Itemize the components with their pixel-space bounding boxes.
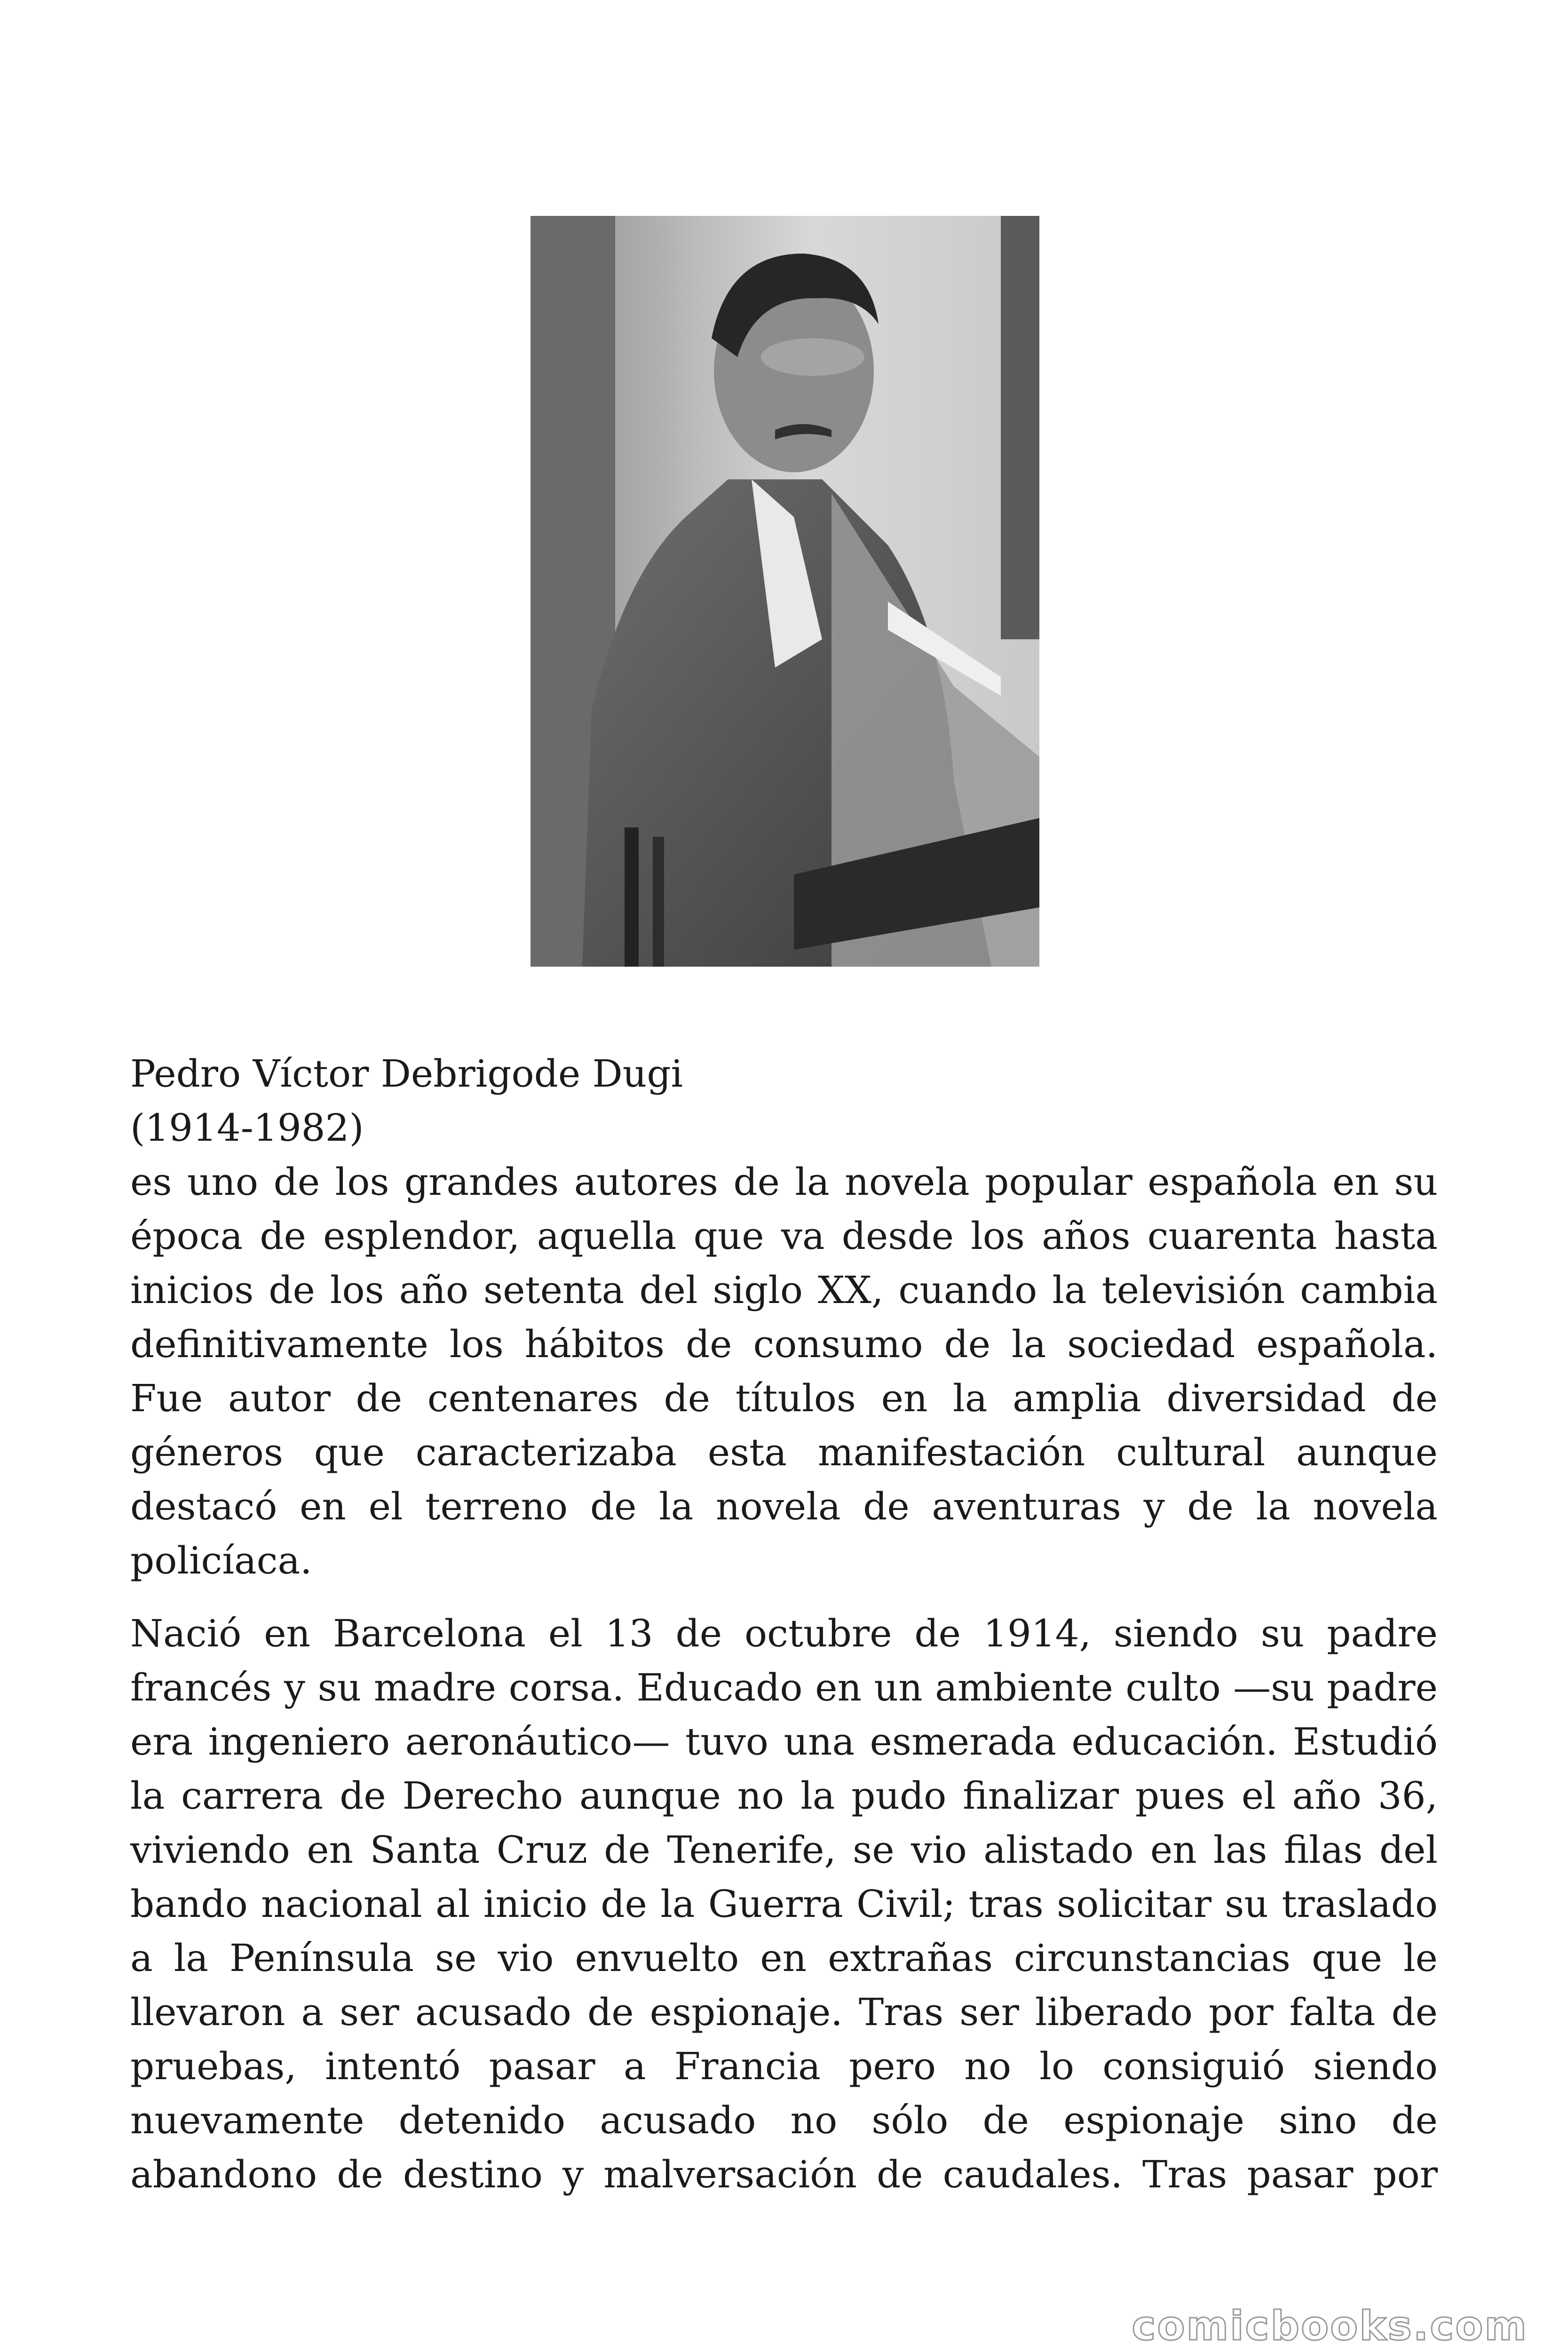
author-bio-paragraph: [130, 1606, 1438, 2201]
bio-line: inicios de los año setenta del siglo XX, cuando la televisión cambia: [130, 1268, 1438, 1312]
bio-line: francés y su madre corsa. Educado en un ambiente culto —su padre: [130, 1666, 1438, 1709]
bio-line: definitivamente los hábitos de consumo de la sociedad española.: [130, 1322, 1438, 1366]
author-years: (1914-1982): [130, 1106, 364, 1150]
bio-line: bando nacional al inicio de la Guerra Civil; tras solicitar su traslado: [130, 1882, 1438, 1926]
site-watermark: comicbooks.com: [1132, 2303, 1528, 2350]
bio-line: a la Península se vio envuelto en extrañas circunstancias que le: [130, 1936, 1438, 1980]
bio-line: viviendo en Santa Cruz de Tenerife, se vio alistado en las filas del: [130, 1828, 1438, 1872]
bio-line: Nació en Barcelona el 13 de octubre de 1914, siendo su padre: [130, 1612, 1438, 1655]
bio-line: Fue autor de centenares de títulos en la amplia diversidad de: [130, 1376, 1438, 1420]
bio-line: era ingeniero aeronáutico— tuvo una esmerada educación. Estudió: [130, 1720, 1438, 1764]
bio-line: nuevamente detenido acusado no sólo de espionaje sino de: [130, 2098, 1438, 2142]
bio-line: pruebas, intentó pasar a Francia pero no lo consiguió siendo: [130, 2044, 1438, 2088]
author-portrait-photo: [531, 216, 1039, 967]
bio-line: géneros que caracterizaba esta manifestación cultural aunque: [130, 1430, 1438, 1474]
bio-line: policíaca.: [130, 1539, 312, 1582]
author-name: Pedro Víctor Debrigode Dugi: [130, 1052, 683, 1096]
bio-line: es uno de los grandes autores de la novela popular española en su: [130, 1160, 1438, 1204]
bio-line: abandono de destino y malversación de caudales. Tras pasar por: [130, 2153, 1438, 2196]
author-bio-intro: [130, 1047, 1438, 1588]
bio-line: llevaron a ser acusado de espionaje. Tras ser liberado por falta de: [130, 1990, 1438, 2034]
bio-line: destacó en el terreno de la novela de aventuras y de la novela: [130, 1485, 1438, 1528]
bio-line: época de esplendor, aquella que va desde los años cuarenta hasta: [130, 1214, 1438, 1258]
bio-line: la carrera de Derecho aunque no la pudo finalizar pues el año 36,: [130, 1774, 1438, 1818]
